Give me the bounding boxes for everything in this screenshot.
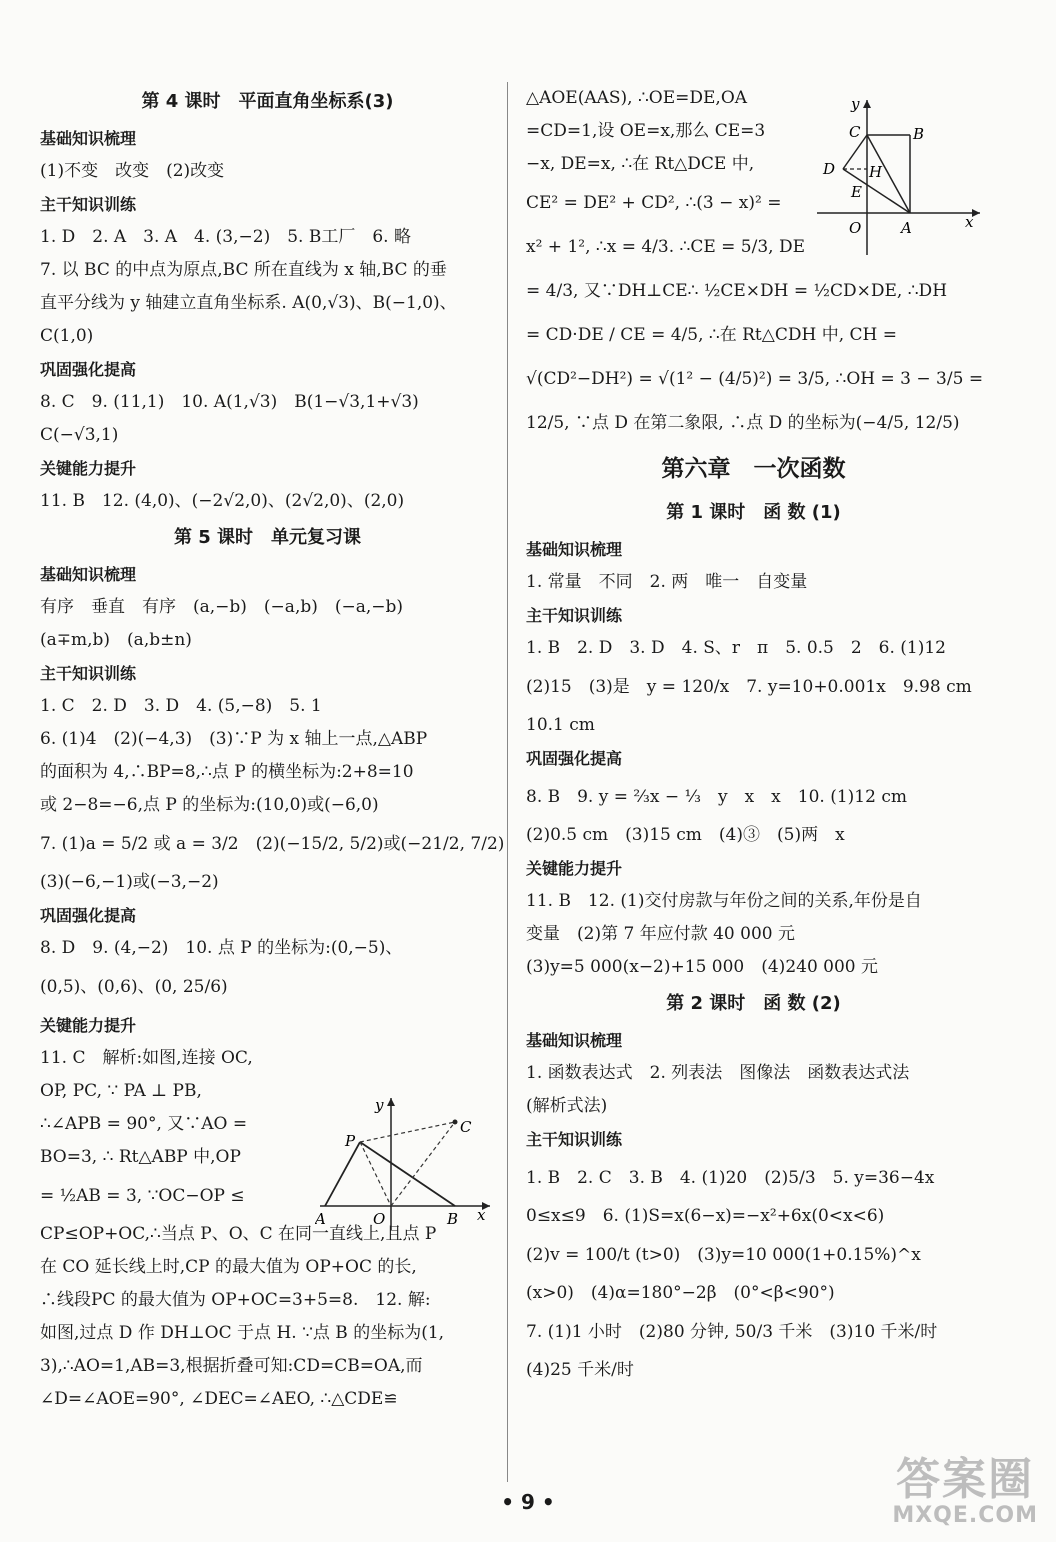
- answer-line: 3),∴AO=1,AB=3,根据折叠可知:CD=CB=OA,而: [40, 1356, 423, 1376]
- fig2-label-a: A: [901, 219, 912, 237]
- answer-line: (解析式法): [526, 1096, 608, 1116]
- answer-line: √(CD²−DH²) = √(1² − (4/5)²) = 3/5, ∴OH = 3 − 3/5 =: [526, 369, 984, 389]
- answer-line: C(1,0): [40, 326, 94, 346]
- answer-line: (2)0.5 cm (3)15 cm (4)③ (5)两 x: [526, 825, 845, 845]
- fig2-label-o: O: [849, 219, 862, 237]
- answer-line: (3)y=5 000(x−2)+15 000 (4)240 000 元: [526, 957, 879, 977]
- answer-line: 11. C 解析:如图,连接 OC,: [40, 1048, 253, 1068]
- answer-line: 在 CO 延长线上时,CP 的最大值为 OP+OC 的长,: [40, 1257, 417, 1277]
- answer-line: OP, PC, ∵ PA ⊥ PB,: [40, 1081, 202, 1101]
- answer-line: 1. D 2. A 3. A 4. (3,−2) 5. B工厂 6. 略: [40, 227, 411, 247]
- section-consolidation: 巩固强化提高: [526, 749, 623, 768]
- answer-line: 或 2−8=−6,点 P 的坐标为:(10,0)或(−6,0): [40, 795, 379, 815]
- answer-line: 8. B 9. y = ⅔x − ⅓ y x x 10. (1)12 cm: [526, 787, 907, 807]
- answer-line: = ½AB = 3, ∵OC−OP ≤: [40, 1186, 245, 1206]
- answer-line: = CD·DE / CE = 4/5, ∴在 Rt△CDH 中, CH =: [526, 325, 897, 345]
- answer-line: 1. 函数表达式 2. 列表法 图像法 函数表达式法: [526, 1063, 910, 1083]
- section-basic-knowledge: 基础知识梳理: [40, 129, 137, 148]
- section-basic-knowledge: 基础知识梳理: [40, 565, 137, 584]
- answer-line: 的面积为 4,∴BP=8,∴点 P 的横坐标为:2+8=10: [40, 762, 414, 782]
- answer-line: (a∓m,b) (a,b±n): [40, 630, 192, 650]
- right-column: [526, 82, 984, 1387]
- watermark-logo: [892, 1454, 1038, 1528]
- section-main-training: 主干知识训练: [526, 1130, 623, 1149]
- answer-line: 变量 (2)第 7 年应付款 40 000 元: [526, 924, 795, 944]
- answer-line: 12/5, ∵点 D 在第二象限, ∴点 D 的坐标为(−4/5, 12/5): [526, 413, 960, 433]
- fig1-label-a: A: [315, 1210, 326, 1228]
- answer-line: 0≤x≤9 6. (1)S=x(6−x)=−x²+6x(0<x<6): [526, 1206, 885, 1226]
- lesson-2-title: 第 2 课时 函 数 (2): [666, 993, 841, 1014]
- answer-line: C(−√3,1): [40, 425, 119, 445]
- fig2-label-h: H: [869, 163, 883, 181]
- fig2-label-b: B: [913, 125, 925, 143]
- section-basic-knowledge: 基础知识梳理: [526, 540, 623, 559]
- column-divider: [507, 82, 508, 1482]
- answer-line: ∠D=∠AOE=90°, ∠DEC=∠AEO, ∴△CDE≌: [40, 1389, 398, 1409]
- answer-line: △AOE(AAS), ∴OE=DE,OA: [526, 88, 748, 108]
- fig1-label-o: O: [373, 1210, 386, 1228]
- answer-line: 6. (1)4 (2)(−4,3) (3)∵P 为 x 轴上一点,△ABP: [40, 729, 428, 749]
- section-consolidation: 巩固强化提高: [40, 360, 137, 379]
- answer-line: (2)v = 100/t (t>0) (3)y=10 000(1+0.15%)^x: [526, 1245, 921, 1265]
- answer-line: 1. B 2. C 3. B 4. (1)20 (2)5/3 5. y=36−4x: [526, 1168, 935, 1188]
- section-basic-knowledge: 基础知识梳理: [526, 1031, 623, 1050]
- answer-line: 10.1 cm: [526, 715, 595, 735]
- answer-line: =CD=1,设 OE=x,那么 CE=3: [526, 121, 766, 141]
- chapter-6-title: 第六章 一次函数: [661, 456, 846, 482]
- fig2-label-y: y: [851, 95, 860, 113]
- fig1-label-c: C: [460, 1118, 472, 1136]
- answer-line: CP≤OP+OC,∴当点 P、O、C 在同一直线上,且点 P: [40, 1224, 437, 1244]
- answer-line: CE² = DE² + CD², ∴(3 − x)² =: [526, 193, 782, 213]
- fig2-label-c: C: [849, 123, 861, 141]
- fig1-label-y: y: [375, 1096, 384, 1114]
- lesson-1-title: 第 1 课时 函 数 (1): [666, 502, 841, 523]
- answer-line: (3)(−6,−1)或(−3,−2): [40, 872, 219, 892]
- section-main-training: 主干知识训练: [40, 664, 137, 683]
- section-key-ability: 关键能力提升: [40, 1016, 137, 1035]
- answer-line: 8. D 9. (4,−2) 10. 点 P 的坐标为:(0,−5)、: [40, 938, 403, 958]
- answer-line: = 4/3, 又∵DH⊥CE∴ ½CE×DH = ½CD×DE, ∴DH: [526, 281, 948, 301]
- lesson-5-title: 第 5 课时 单元复习课: [173, 527, 362, 548]
- fig2-label-x: x: [965, 213, 974, 231]
- answer-line: (0,5)、(0,6)、(0, 25/6): [40, 977, 228, 997]
- fig1-label-p: P: [345, 1132, 356, 1150]
- answer-line: BO=3, ∴ Rt△ABP 中,OP: [40, 1147, 241, 1167]
- answer-line: 7. (1)a = 5/2 或 a = 3/2 (2)(−15/2, 5/2)或(−21/2, 7/2): [40, 834, 505, 854]
- answer-line: ∴∠APB = 90°, 又∵AO =: [40, 1114, 248, 1134]
- answer-line: 有序 垂直 有序 (a,−b) (−a,b) (−a,−b): [40, 597, 404, 617]
- answer-line: x² + 1², ∴x = 4/3. ∴CE = 5/3, DE: [526, 237, 806, 257]
- figure-q11-diagram: [315, 1090, 495, 1235]
- answer-line: 7. 以 BC 的中点为原点,BC 所在直线为 x 轴,BC 的垂: [40, 260, 447, 280]
- answer-line: −x, DE=x, ∴在 Rt△DCE 中,: [526, 154, 755, 174]
- section-main-training: 主干知识训练: [40, 195, 137, 214]
- answer-line: (1)不变 改变 (2)改变: [40, 161, 225, 181]
- answer-line: 11. B 12. (4,0)、(−2√2,0)、(2√2,0)、(2,0): [40, 491, 405, 511]
- answer-line: (2)15 (3)是 y = 120/x 7. y=10+0.001x 9.98 cm: [526, 677, 972, 697]
- answer-line: 7. (1)1 小时 (2)80 分钟, 50/3 千米 (3)10 千米/时: [526, 1322, 938, 1342]
- answer-line: ∴线段PC 的最大值为 OP+OC=3+5=8. 12. 解:: [40, 1290, 431, 1310]
- section-main-training: 主干知识训练: [526, 606, 623, 625]
- answer-line: 1. 常量 不同 2. 两 唯一 自变量: [526, 572, 808, 592]
- lesson-4-title: 第 4 课时 平面直角坐标系(3): [141, 91, 394, 112]
- page-number: • 9 •: [501, 1490, 555, 1514]
- watermark-line2: MXQE.COM: [892, 1503, 1038, 1528]
- answer-line: 8. C 9. (11,1) 10. A(1,√3) B(1−√3,1+√3): [40, 392, 419, 412]
- answer-line: 1. B 2. D 3. D 4. S、r π 5. 0.5 2 6. (1)12: [526, 638, 947, 658]
- section-consolidation: 巩固强化提高: [40, 906, 137, 925]
- answer-line: 11. B 12. (1)交付房款与年份之间的关系,年份是自: [526, 891, 922, 911]
- fig2-label-e: E: [851, 183, 862, 201]
- fig2-label-d: D: [823, 160, 836, 178]
- figure-q12-diagram: [815, 95, 985, 260]
- section-key-ability: 关键能力提升: [40, 459, 137, 478]
- answer-line: (x>0) (4)α=180°−2β (0°<β<90°): [526, 1283, 835, 1303]
- fig1-label-b: B: [447, 1210, 459, 1228]
- fig1-label-x: x: [477, 1206, 486, 1224]
- answer-line: (4)25 千米/时: [526, 1360, 634, 1380]
- watermark-line1: 答案圈: [896, 1454, 1035, 1505]
- section-key-ability: 关键能力提升: [526, 859, 623, 878]
- answer-line: 直平分线为 y 轴建立直角坐标系. A(0,√3)、B(−1,0)、: [40, 293, 457, 313]
- answer-line: 如图,过点 D 作 DH⊥OC 于点 H. ∵点 B 的坐标为(1,: [40, 1323, 445, 1343]
- answer-line: 1. C 2. D 3. D 4. (5,−8) 5. 1: [40, 696, 322, 716]
